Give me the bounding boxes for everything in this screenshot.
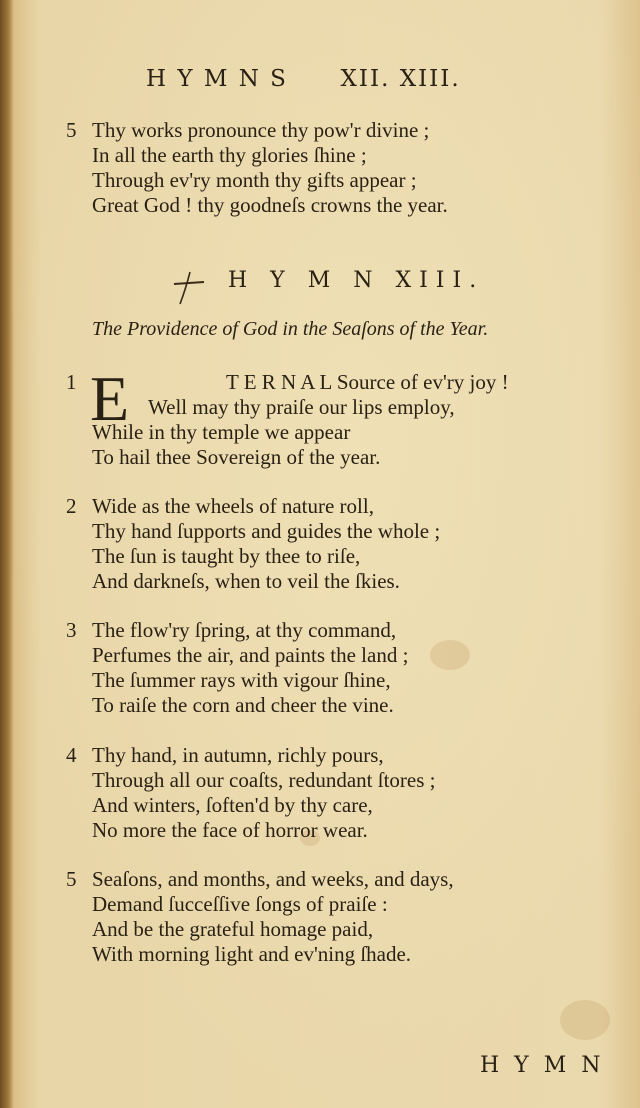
verse-line: Wide as the wheels of nature roll,	[92, 494, 374, 518]
hymn-xiii-verse-3	[66, 618, 566, 718]
verse-line: In all the earth thy glories ſhine ;	[92, 143, 367, 167]
verse-number: 2	[66, 494, 77, 518]
hymn-subtitle: The Providence of God in the Seaſons of the Year.	[92, 318, 489, 340]
hymn-xiii-verse-4	[66, 743, 566, 843]
verse-line: Through all our coaſts, redundant ſtores ;	[92, 768, 436, 792]
verse-line: The ſummer rays with vigour ſhine,	[92, 668, 391, 692]
verse-line: To hail thee Sovereign of the year.	[92, 445, 381, 469]
verse-line: No more the face of horror wear.	[92, 818, 368, 842]
verse-line: Thy hand ſupports and guides the whole ;	[92, 519, 441, 543]
verse-line: While in thy temple we appear	[92, 420, 351, 444]
verse-number: 1	[66, 370, 77, 394]
verse-line: T E R N A L Source of ev'ry joy !	[226, 370, 509, 394]
handwritten-cross-mark	[172, 270, 206, 306]
verse-number: 3	[66, 618, 77, 642]
running-header	[146, 66, 526, 92]
verse-line: Thy hand, in autumn, richly pours,	[92, 743, 384, 767]
verse-line: Perfumes the air, and paints the land ;	[92, 643, 409, 667]
catchword: H Y M N	[480, 1053, 605, 1078]
verse-line: Great God ! thy goodneſs crowns the year.	[92, 193, 448, 217]
verse-number: 4	[66, 743, 77, 767]
verse-line: And darkneſs, when to veil the ſkies.	[92, 569, 400, 593]
verse-line: And winters, ſoften'd by thy care,	[92, 793, 373, 817]
verse-line: And be the grateful homage paid,	[92, 917, 374, 941]
verse-number: 5	[66, 118, 77, 142]
verse-line: With morning light and ev'ning ſhade.	[92, 942, 412, 966]
header-left: H Y M N S	[146, 66, 288, 92]
hymn-xiii-verse-2	[66, 494, 566, 594]
book-binding-edge	[0, 0, 14, 1108]
verse-line: The ſun is taught by thee to riſe,	[92, 544, 361, 568]
drop-cap-letter: E	[90, 363, 130, 434]
verse-line: Through ev'ry month thy gifts appear ;	[92, 168, 417, 192]
hymn-xiii-verse-5	[66, 867, 566, 967]
verse-line: Well may thy praiſe our lips employ,	[148, 395, 455, 419]
verse-line: To raiſe the corn and cheer the vine.	[92, 693, 394, 717]
paper-stain	[560, 1000, 610, 1040]
verse-line: Seaſons, and months, and weeks, and days,	[92, 867, 454, 891]
verse-line: Demand ſucceſſive ſongs of praiſe :	[92, 892, 388, 916]
header-right: XII. XIII.	[340, 66, 461, 92]
verse-number: 5	[66, 867, 77, 891]
hymn-xii-verse-5	[66, 118, 566, 218]
hymn-title: H Y M N XIII.	[228, 268, 485, 293]
hymn-xiii-verse-1	[66, 363, 566, 470]
verse-line: The flow'ry ſpring, at thy command,	[92, 618, 397, 642]
verse-line: Thy works pronounce thy pow'r divine ;	[92, 118, 430, 142]
